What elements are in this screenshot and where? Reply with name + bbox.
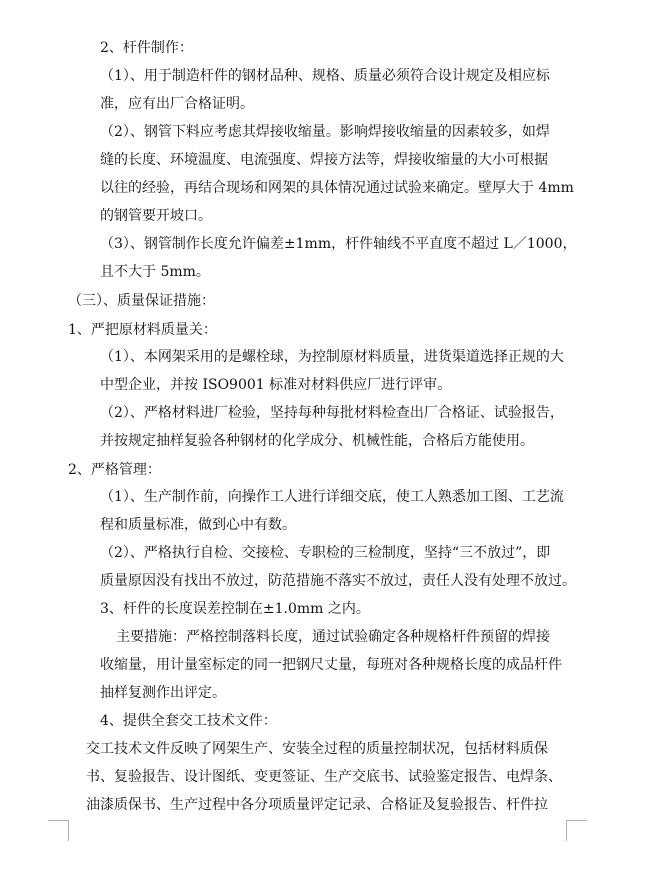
text-line: （1）、生产制作前，向操作工人进行详细交底，使工人熟悉加工图、工艺流 <box>100 489 564 505</box>
text-line: 以往的经验，再结合现场和网架的具体情况通过试验来确定。壁厚大于 4mm <box>100 180 574 196</box>
text-line: 油漆质保书、生产过程中各分项质量评定记录、合格证及复验报告、杆件拉 <box>86 797 548 813</box>
text-line: （1）、用于制造杆件的钢材品种、规格、质量必须符合设计规定及相应标 <box>100 68 550 84</box>
text-line: 程和质量标准，做到心中有数。 <box>100 517 296 533</box>
subsection-heading: 4、提供全套交工技术文件： <box>100 713 277 729</box>
page-corner-mark-right <box>566 820 587 841</box>
text-line: 并按规定抽样复验各种钢材的化学成分、机械性能，合格后方能使用。 <box>100 433 534 449</box>
text-line: 且不大于 5mm。 <box>100 264 210 280</box>
text-line: （3）、钢管制作长度允许偏差±1mm，杆件轴线不平直度不超过 L／1000， <box>100 236 577 252</box>
text-line: 质量原因没有找出不放过，防范措施不落实不放过，责任人没有处理不放过。 <box>100 573 576 589</box>
text-line: （2）、钢管下料应考虑其焊接收缩量。影响焊接收缩量的因素较多，如焊 <box>100 124 550 140</box>
subsection-heading: 2、严格管理： <box>68 462 161 478</box>
text-line: 准，应有出厂合格证明。 <box>100 96 254 112</box>
section-heading: （三）、质量保证措施： <box>68 293 215 309</box>
page-corner-mark-left <box>48 820 69 841</box>
text-line: 2、杆件制作： <box>100 40 193 56</box>
text-line: 中型企业，并按 ISO9001 标准对材料供应厂进行评审。 <box>100 377 452 393</box>
text-line: 的钢管要开坡口。 <box>100 208 212 224</box>
text-line: 书、复验报告、设计图纸、变更签证、生产交底书、试验鉴定报告、电焊条、 <box>86 769 562 785</box>
text-line: （1）、本网架采用的是螺栓球，为控制原材料质量，进货渠道选择正规的大 <box>100 349 564 365</box>
subsection-heading: 3、杆件的长度误差控制在±1.0mm 之内。 <box>100 601 370 617</box>
text-line: （2）、严格材料进厂检验，坚持每种每批材料检查出厂合格证、试验报告， <box>100 405 564 421</box>
text-line: 交工技术文件反映了网架生产、安装全过程的质量控制状况，包括材料质保 <box>86 741 548 757</box>
text-line: 主要措施：严格控制落料长度，通过试验确定各种规格杆件预留的焊接 <box>116 629 550 645</box>
text-line: 收缩量，用计量室标定的同一把钢尺丈量，每班对各种规格长度的成品杆件 <box>100 657 562 673</box>
text-line: 缝的长度、环境温度、电流强度、焊接方法等，焊接收缩量的大小可根据 <box>100 152 548 168</box>
subsection-heading: 1、严把原材料质量关： <box>68 322 217 338</box>
text-line: （2）、严格执行自检、交接检、专职检的三检制度，坚持“三不放过”，即 <box>100 545 551 561</box>
text-line: 抽样复测作出评定。 <box>100 685 226 701</box>
